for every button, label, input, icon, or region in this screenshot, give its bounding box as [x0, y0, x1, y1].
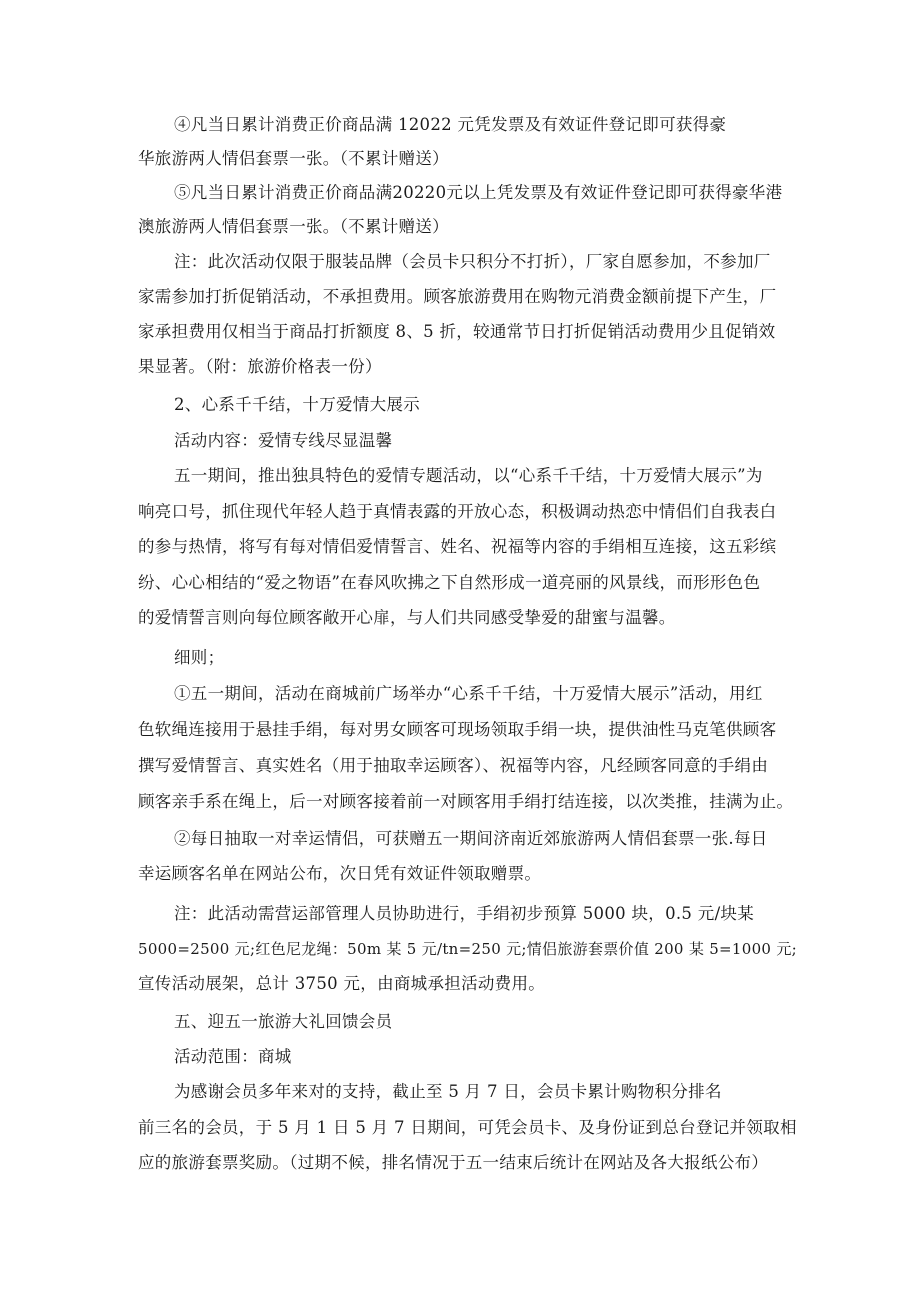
text-line: 活动内容：爱情专线尽显温馨 — [174, 431, 393, 450]
text-line: 应的旅游套票奖励。（过期不候，排名情况于五一结束后统计在网站及各大报纸公布） — [138, 1153, 769, 1172]
text-line: 顾客亲手系在绳上，后一对顾客接着前一对顾客用手绢打结连接，以次类推，挂满为止。 — [138, 792, 794, 811]
text-line: ④凡当日累计消费正价商品满 12022 元凭发票及有效证件登记即可获得豪 — [174, 115, 727, 134]
text-line: 纷、心心相结的“爱之物语”在春风吹拂之下自然形成一道亮丽的风景线，而形形色色 — [138, 573, 761, 592]
text-line: 的参与热情，将写有每对情侣爱情誓言、姓名、祝福等内容的手绢相互连接，这五彩缤 — [138, 537, 777, 556]
text-line: 色软绳连接用于悬挂手绢，每对男女顾客可现场领取手绢一块，提供油性马克笔供顾客 — [138, 720, 777, 739]
text-line: 五一期间，推出独具特色的爱情专题活动，以“心系千千结，十万爱情大展示”为 — [174, 466, 763, 485]
text-line: 华旅游两人情侣套票一张。（不累计赠送） — [138, 149, 449, 168]
text-line: 撰写爱情誓言、真实姓名（用于抽取幸运顾客）、祝福等内容，凡经顾客同意的手绢由 — [138, 756, 769, 775]
text-line: 的爱情誓言则向每位顾客敞开心扉，与人们共同感受挚爱的甜蜜与温馨。 — [138, 608, 676, 627]
text-line: 响亮口号，抓住现代年轻人趋于真情表露的开放心态，积极调动热恋中情侣们自我表白 — [138, 502, 777, 521]
text-line: 幸运顾客名单在网站公布，次日凭有效证件领取赠票。 — [138, 864, 542, 883]
text-line: 为感谢会员多年来对的支持，截止至 5 月 7 日，会员卡累计购物积分排名 — [174, 1082, 722, 1101]
section-heading: 五、迎五一旅游大礼回馈会员 — [174, 1012, 393, 1031]
text-line: 宣传活动展架，总计 3750 元，由商城承担活动费用。 — [138, 974, 546, 993]
text-line: 5000=2500 元;红色尼龙绳：50m 某 5 元/tn=250 元;情侣旅游套票价值 200 某 5=1000 元; — [138, 940, 798, 958]
text-line: 前三名的会员，于 5 月 1 日 5 月 7 日期间，可凭会员卡、及身份证到总台登记并领取相 — [138, 1118, 797, 1137]
text-line: 活动范围：商城 — [174, 1047, 292, 1066]
text-line: 家需参加打折促销活动，不承担费用。顾客旅游费用在购物元消费金额前提下产生，厂 — [138, 287, 777, 306]
text-line: 注：此活动需营运部管理人员协助进行，手绢初步预算 5000 块，0.5 元/块某 — [174, 904, 755, 923]
text-line: ①五一期间，活动在商城前广场举办“心系千千结，十万爱情大展示”活动，用红 — [174, 684, 763, 703]
text-line: 家承担费用仅相当于商品打折额度 8、5 折，较通常节日打折促销活动费用少且促销效 — [138, 322, 776, 341]
text-line: 细则； — [174, 648, 225, 667]
section-heading: 2、心系千千结，十万爱情大展示 — [174, 395, 420, 414]
text-line: ②每日抽取一对幸运情侣，可获赠五一期间济南近郊旅游两人情侣套票一张.每日 — [174, 829, 768, 848]
text-line: 果显著。（附：旅游价格表一份） — [138, 357, 382, 376]
text-line: 注：此次活动仅限于服装品牌（会员卡只积分不打折），厂家自愿参加，不参加厂 — [174, 252, 771, 271]
text-line: 澳旅游两人情侣套票一张。（不累计赠送） — [138, 217, 449, 236]
text-line: ⑤凡当日累计消费正价商品满20220元以上凭发票及有效证件登记即可获得豪华港 — [174, 183, 783, 202]
